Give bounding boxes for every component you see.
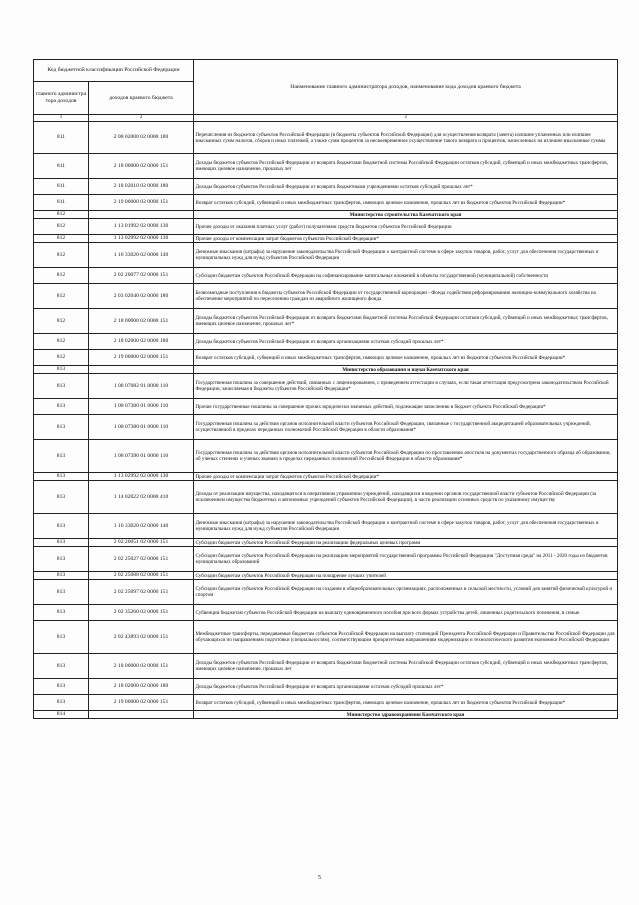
income-code-cell [89, 711, 194, 719]
header-admin-column: главного администра тора доходов [34, 82, 89, 115]
income-name-cell: Доходы от реализации имущества, находящегося в оперативном управлении учреждений, находящихся в ведении органов государственной власти субъектов Российской Федерации (за исключением имущества бюджетных и автономных учреждений субъектов Российской Федерации), в части реализации основных средств по указанному имуществу [194, 481, 618, 514]
table-row [34, 572, 618, 580]
income-code-cell: 2 02 25027 02 0000 151 [89, 547, 194, 572]
admin-code-cell: 813 [34, 605, 89, 621]
income-name-cell: Субсидии бюджетам субъектов Российской Федерации на создание в общеобразовательных организациях, расположенных в сельской местности, условий для занятий физической культурой и спортом [194, 580, 618, 605]
income-name-cell: Министерство строительства Камчатского края [194, 211, 618, 219]
income-name-cell: Министерство здравоохранения Камчатского края [194, 711, 618, 719]
table-row [34, 309, 618, 334]
table-row [34, 654, 618, 679]
income-code-cell: 2 02 25088 02 0000 151 [89, 572, 194, 580]
income-name-cell: Доходы бюджетов субъектов Российской Федерации от возврата бюджетными учреждениями остатков субсидий прошлых лет* [194, 179, 618, 195]
income-name-cell: Прочие доходы от оказания платных услуг (работ) получателями средств бюджетов субъектов Российской Федерации [194, 219, 618, 235]
income-code-cell: 2 02 20051 02 0000 151 [89, 539, 194, 547]
income-name-cell: Прочие доходы от компенсации затрат бюджетов субъектов Российской Федерации* [194, 235, 618, 243]
income-name-cell: Денежные взыскания (штрафы) за нарушение законодательства Российской Федерации о контрактной системе в сфере закупок товаров, работ, услуг для обеспечения государственных и муниципальных нужд для нужд субъектов Российской Федерации [194, 243, 618, 268]
table-row [34, 514, 618, 539]
income-code-cell: 1 16 33020 02 0000 140 [89, 243, 194, 268]
admin-code-cell: 813 [34, 580, 89, 605]
income-name-cell: Перечисления из бюджетов субъектов Российской Федерации (в бюджеты субъектов Российской Федерации) для осуществления возврата (зачета) излишне уплаченных или излишне взысканных сумм налогов, сборов и иных платежей, а также сумм процентов за несвоевременное осуществление такого возврата и процентов, начисленных на излишне взысканные суммы [194, 122, 618, 154]
table-row [34, 580, 618, 605]
admin-code-cell: 813 [34, 539, 89, 547]
income-name-cell: Денежные взыскания (штрафы) за нарушение законодательства Российской Федерации о контрактной системе в сфере закупок товаров, работ, услуг для обеспечения государственных и муниципальных нужд для нужд субъектов Российской Федерации [194, 514, 618, 539]
table-row [34, 179, 618, 195]
table-row [34, 539, 618, 547]
admin-code-cell: 813 [34, 679, 89, 695]
column-number-row [34, 115, 618, 122]
admin-code-cell: 813 [34, 514, 89, 539]
admin-code-cell: 811 [34, 179, 89, 195]
table-body [34, 122, 618, 719]
admin-code-cell: 813 [34, 366, 89, 374]
table-row [34, 219, 618, 235]
table-row [34, 154, 618, 179]
admin-code-cell: 813 [34, 695, 89, 711]
table-row [34, 284, 618, 309]
table-row [34, 243, 618, 268]
table-row [34, 547, 618, 572]
income-name-cell: Субсидии бюджетам субъектов Российской Федерации на поощрение лучших учителей [194, 572, 618, 580]
admin-code-cell: 812 [34, 243, 89, 268]
income-name-cell: Субсидии бюджетам субъектов Российской Федерации на реализацию мероприятий государственной программы Российской Федерации "Доступная среда" на 2011 - 2020 годы из бюджетов муниципальных образований [194, 547, 618, 572]
income-name-cell: Государственная пошлина за действия органов исполнительной власти субъектов Российской Федерации, связанные с государственной аккредитацией образовательных учреждений, осуществляемой в пределах переданных полномочий Российской Федерации в области образования* [194, 415, 618, 440]
admin-code-cell: 812 [34, 350, 89, 366]
table-row [34, 350, 618, 366]
income-name-cell: Доходы бюджетов субъектов Российской Федерации от возврата бюджетами бюджетной системы Российской Федерации остатков субсидий, субвенций и иных межбюджетных трансфертов, имеющих целевое назначение, прошлых лет* [194, 309, 618, 334]
income-code-cell: 2 19 00000 02 0000 151 [89, 695, 194, 711]
income-name-cell: Прочие доходы от компенсации затрат бюджетов субъектов Российской Федерации* [194, 473, 618, 481]
table-header-row [34, 60, 618, 82]
table-row [34, 473, 618, 481]
income-name-cell: Субсидии бюджетам субъектов Российской Федерации на реализацию федеральных целевых программ [194, 539, 618, 547]
income-name-cell: Доходы бюджетов субъектов Российской Федерации от возврата бюджетами бюджетной системы Российской Федерации остатков субсидий, субвенций и иных межбюджетных трансфертов, имеющих целевое назначение, прошлых лет [194, 654, 618, 679]
admin-code-cell: 814 [34, 711, 89, 719]
income-name-cell: Возврат остатков субсидий, субвенций и иных межбюджетных трансфертов, имеющих целевое назначение, прошлых лет из бюджетов субъектов Российской Федерации* [194, 195, 618, 211]
section-row [34, 711, 618, 719]
header-name-column: Наименование главного администратора доходов, наименование кода доходов краевого бюджета [194, 60, 618, 115]
income-code-cell: 2 19 00000 02 0000 151 [89, 350, 194, 366]
admin-code-cell: 812 [34, 219, 89, 235]
income-code-cell: 2 02 20077 02 0000 151 [89, 268, 194, 284]
section-row [34, 211, 618, 219]
admin-code-cell: 813 [34, 440, 89, 473]
table-row [34, 679, 618, 695]
table-row [34, 195, 618, 211]
table-row [34, 235, 618, 243]
income-code-cell: 1 08 07380 01 0000 110 [89, 415, 194, 440]
admin-code-cell: 813 [34, 399, 89, 415]
table-row [34, 374, 618, 399]
admin-code-cell: 813 [34, 473, 89, 481]
income-name-cell: Государственная пошлина за совершение действий, связанных с лицензированием, с проведением аттестации в случаях, если такая аттестация предусмотрена законодательством Российской Федерации, зачисляемая в бюджеты субъектов Российской Федерации* [194, 374, 618, 399]
admin-code-cell: 812 [34, 309, 89, 334]
admin-code-cell: 813 [34, 481, 89, 514]
table-row [34, 481, 618, 514]
income-code-cell: 2 19 00000 02 0000 151 [89, 195, 194, 211]
income-code-cell: 1 08 07390 01 0000 110 [89, 440, 194, 473]
income-name-cell: Министерство образования и науки Камчатского края [194, 366, 618, 374]
table-row [34, 334, 618, 350]
income-code-cell: 1 16 33020 02 0000 140 [89, 514, 194, 539]
income-code-cell [89, 366, 194, 374]
income-name-cell: Возврат остатков субсидий, субвенций и иных межбюджетных трансфертов, имеющих целевое назначение, прошлых лет из бюджетов субъектов Российской Федерации* [194, 350, 618, 366]
income-code-cell: 2 18 00000 02 0000 151 [89, 654, 194, 679]
admin-code-cell: 813 [34, 572, 89, 580]
income-code-cell: 1 08 07300 01 0000 110 [89, 399, 194, 415]
income-name-cell: Государственная пошлина за действия органов исполнительной власти субъектов Российской Федерации по проставлению апостиля на документах государственного образца об образовании, об ученых степенях и ученых званиях в пределах переданных полномочий Российской Федерации в области образования* [194, 440, 618, 473]
admin-code-cell: 811 [34, 195, 89, 211]
table-row [34, 399, 618, 415]
income-code-cell: 2 18 00000 02 0000 151 [89, 309, 194, 334]
admin-code-cell: 812 [34, 211, 89, 219]
income-code-cell: 2 18 02010 02 0000 180 [89, 179, 194, 195]
table-row [34, 695, 618, 711]
admin-code-cell: 811 [34, 122, 89, 154]
admin-code-cell: 811 [34, 154, 89, 179]
admin-code-cell: 812 [34, 268, 89, 284]
income-code-cell: 1 14 02022 02 0000 410 [89, 481, 194, 514]
income-code-cell: 2 18 02000 02 0000 180 [89, 334, 194, 350]
table-row [34, 621, 618, 654]
income-code-cell: 2 08 02000 02 0000 180 [89, 122, 194, 154]
column-number-2: 2 [89, 115, 194, 122]
income-code-cell: 1 08 07082 01 0000 110 [89, 374, 194, 399]
admin-code-cell: 812 [34, 235, 89, 243]
income-name-cell: Безвозмездные поступления в бюджеты субъектов Российской Федерации от государственной корпорации - Фонда содействия реформированию жилищно-коммунального хозяйства на обеспечение мероприятий по переселению граждан из аварийного жилищного фонда [194, 284, 618, 309]
budget-classification-table [33, 59, 618, 719]
page-number: 5 [318, 875, 321, 881]
income-name-cell: Субсидии бюджетам субъектов Российской Федерации на софинансирование капитальных вложений в объекты государственной (муниципальной) собственности [194, 268, 618, 284]
income-code-cell [89, 211, 194, 219]
admin-code-cell: 813 [34, 654, 89, 679]
income-name-cell: Прочие государственные пошлины за совершение прочих юридически значимых действий, подлежащие зачислению в бюджет субъекта Российской Федерации* [194, 399, 618, 415]
income-code-cell: 2 02 43893 02 0000 151 [89, 621, 194, 654]
section-row [34, 366, 618, 374]
income-name-cell: Межбюджетные трансферты, передаваемые бюджетам субъектов Российской Федерации на выплату стипендий Президента Российской Федерации и Правительства Российской Федерации для обучающихся по направлениям подготовки (специальностям), соответствующим приоритетным направлениям модернизации и технологического развития экономики Российской Федерации [194, 621, 618, 654]
income-name-cell: Доходы бюджетов субъектов Российской Федерации от возврата бюджетами бюджетной системы Российской Федерации остатков субсидий, субвенций и иных межбюджетных трансфертов, имеющих целевое назначение, прошлых лет [194, 154, 618, 179]
header-group-label: Код бюджетной классификации Российской Федерации [34, 60, 194, 82]
admin-code-cell: 813 [34, 374, 89, 399]
income-code-cell: 2 03 02040 02 0000 180 [89, 284, 194, 309]
income-code-cell: 2 18 00000 02 0000 151 [89, 154, 194, 179]
income-code-cell: 1 13 02992 02 0000 130 [89, 473, 194, 481]
table-row [34, 440, 618, 473]
admin-code-cell: 813 [34, 547, 89, 572]
table-row [34, 605, 618, 621]
income-code-cell: 1 13 01992 02 0000 130 [89, 219, 194, 235]
admin-code-cell: 812 [34, 334, 89, 350]
income-name-cell: Субвенции бюджетам субъектов Российской Федерации на выплату единовременного пособия при всех формах устройства детей, лишенных родительского попечения, в семью [194, 605, 618, 621]
header-income-column: доходов краевого бюджета [89, 82, 194, 115]
admin-code-cell: 812 [34, 284, 89, 309]
income-name-cell: Возврат остатков субсидий, субвенций и иных межбюджетных трансфертов, имеющих целевое назначение, прошлых лет из бюджетов субъектов Российской Федерации* [194, 695, 618, 711]
income-code-cell: 2 18 02000 02 0000 180 [89, 679, 194, 695]
table-row [34, 268, 618, 284]
income-name-cell: Доходы бюджетов субъектов Российской Федерации от возврата организациями остатков субсидий прошлых лет* [194, 334, 618, 350]
income-name-cell: Доходы бюджетов субъектов Российской Федерации от возврата организациями остатков субсидий прошлых лет* [194, 679, 618, 695]
table-row [34, 122, 618, 154]
table-row [34, 415, 618, 440]
income-code-cell: 1 13 02992 02 0000 130 [89, 235, 194, 243]
admin-code-cell: 813 [34, 621, 89, 654]
column-number-3: 3 [194, 115, 618, 122]
admin-code-cell: 813 [34, 415, 89, 440]
column-number-1: 1 [34, 115, 89, 122]
income-code-cell: 2 02 35260 02 0000 151 [89, 605, 194, 621]
income-code-cell: 2 02 25097 02 0000 151 [89, 580, 194, 605]
